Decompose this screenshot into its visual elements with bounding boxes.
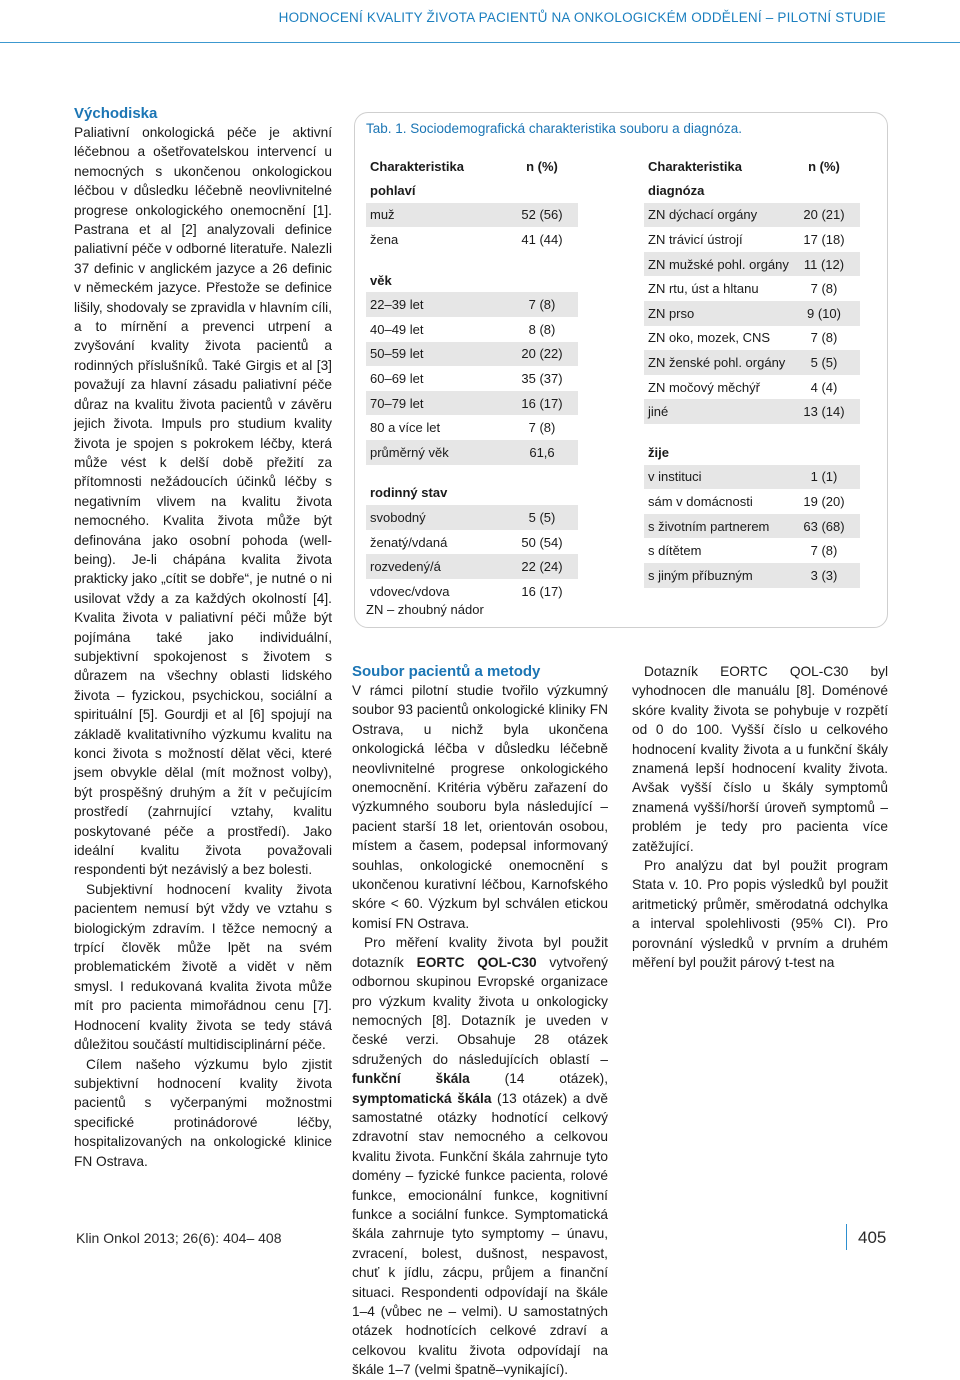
table-row bbox=[366, 227, 578, 252]
table-footnote: ZN – zhoubný nádor bbox=[366, 602, 484, 617]
text-run: vytvořený odbornou skupinou Evropské organizace pro výzkum kvality života u onkologicky nemocných [8]. Dotazník je uveden v české verzi. Obsahuje 28 otázek sdružených do následujících oblastí – bbox=[352, 954, 608, 1067]
row-label: jiné bbox=[648, 404, 669, 420]
row-label: sám v domácnosti bbox=[648, 493, 753, 509]
table-gap bbox=[644, 424, 860, 440]
row-value: 17 (18) bbox=[803, 231, 845, 247]
row-value: 3 (3) bbox=[810, 567, 838, 583]
table-gap bbox=[366, 252, 578, 268]
row-label: 40–49 let bbox=[370, 321, 424, 337]
table-row bbox=[644, 203, 860, 228]
row-label: 70–79 let bbox=[370, 395, 424, 411]
paragraph: Pro analýzu dat byl použit program Stata v. 10. Pro popis výsledků byl použit aritmetický průměr, směrodatná odchylka a interval spolehlivosti (95% CI). Pro porovnání výsledků v prvním a druhém měření byl použit párový t-test na bbox=[632, 858, 888, 971]
category-label: pohlaví bbox=[370, 182, 416, 198]
table-row bbox=[366, 292, 578, 317]
category-label: diagnóza bbox=[648, 182, 705, 198]
table-row bbox=[644, 538, 860, 563]
table-row bbox=[366, 203, 578, 228]
paragraph: Subjektivní hodnocení kvality života pacientem nemusí být vždy ve vztahu s biologickým zdravím. I těžce nemocný a trpící člověk může lpět na svém problematickém životě a vidět v něm smysl. I redukovaná kvalita života může mít pro pacienta mimořádnou cenu [7]. Hodnocení kvality života se tedy stává důležitou součástí multidisciplinární péče. bbox=[74, 881, 332, 1053]
table-row bbox=[366, 391, 578, 416]
table-row bbox=[644, 563, 860, 588]
text-run-bold: symptomatická škála bbox=[352, 1090, 492, 1106]
table-row bbox=[644, 227, 860, 252]
row-label: s jiným příbuzným bbox=[648, 567, 753, 583]
row-label: muž bbox=[370, 207, 395, 223]
row-value: 7 (8) bbox=[528, 297, 556, 313]
page-number: 405 bbox=[858, 1228, 887, 1247]
paragraph bbox=[352, 933, 608, 1379]
row-value: 41 (44) bbox=[521, 231, 563, 247]
table-row bbox=[366, 579, 578, 604]
row-label: vdovec/vdova bbox=[370, 583, 450, 599]
row-label: ZN trávicí ústrojí bbox=[648, 231, 743, 247]
row-value: 35 (37) bbox=[521, 370, 563, 386]
text-run: (13 otázek) a dvě samostatné otázky hodnotící celkový zdravotní stav nemocného a celkovou kvalitu života. Funkční škála zahrnuje tyto domény – fyzické funkce pacienta, rolové funkce, emocionální funkce, kognitivní funkce a sociální funkce. Symptomatická škála zahrnuje tyto symptomy – únavu, zvracení, bolest, dušnost, nespavost, chuť k jídlu, zácpu, průjem a finanční situaci. Respondenti odpovídají na škále 1–4 (vůbec ne – velmi). U samostatných otázek hodnotících celkové zdraví a celkovou kvalitu života odpovídají na škále 1–7 (velmi špatně–vynikající). bbox=[352, 1090, 609, 1378]
table-row bbox=[644, 399, 860, 424]
row-value: 4 (4) bbox=[810, 379, 838, 395]
row-label: rozvedený/á bbox=[370, 559, 441, 575]
row-value: 7 (8) bbox=[810, 543, 838, 559]
row-label: ženatý/vdaná bbox=[370, 534, 448, 550]
row-value: 61,6 bbox=[529, 444, 555, 460]
table-category-row bbox=[644, 178, 860, 203]
header-rule bbox=[0, 42, 960, 43]
table-caption: Tab. 1. Sociodemografická charakteristika souboru a diagnóza. bbox=[366, 121, 742, 136]
table-row bbox=[644, 301, 860, 326]
row-label: svobodný bbox=[370, 509, 426, 525]
table-category-row bbox=[366, 178, 578, 203]
section-heading-methods: Soubor pacientů a metody bbox=[352, 663, 541, 680]
row-label: v instituci bbox=[648, 469, 702, 485]
table-row bbox=[644, 514, 860, 539]
text-run: Pro měření kvality života byl použit dotazník bbox=[352, 935, 608, 970]
table-gap bbox=[366, 465, 578, 481]
paragraph: Paliativní onkologická péče je aktivní léčebnou a ošetřovatelskou intervencí u nemocných s ukončenou onkologickou léčbou v důsledku léčebně neovlivnitelné progrese onkologického onemocnění [1]. Pastrana et al [2] analyzovali definice paliativní péče v odborné literatuře. Nalezli 37 definic v anglickém jazyce a 26 definic v německém jazyce. Přestože se definice lišily, shodovaly se zpravidla v hlavním cíli, a to mírnění a prevenci utrpení a zvyšování kvality života pacientů a rodinných příslušníků. Také Girgis et al [3] považují za hlavní zásadu paliativní péče důraz na kvalitu života pacientů v závěru jejich života. Impuls pro studium kvality života je spojen s pokrokem léčby, která může vést k delší době přežití za přítomnosti nežádoucích účinků léčby s negativním vlivem na kvalitu života nemocného. Kvalita života může být definována jako osobní pohoda (well-being). Je-li chápána kvalita života prakticky jako „cítit se dobře“, je nutné o ni usilovat vždy a za každých okolností [4]. Kvalita života v paliativní péči může být pojímána také jako individuální, subjektivní spokojenost s životem s důrazem na všechny oblasti lidského života – fyzickou, psychickou, sociální a spirituální [5]. Gourdji et al [6] spojují na základě kvalitativního výzkumu kvalitu na konci života s možností dělat věci, které jsem obvykle dělal (mít možnost volby), být prospěšný druhým a žít v pečujícím prostředí (zahrnující vztahy, kvalitu poskytované péče a prostředí). Jako ideální kvalitu života považovali respondenti být nezávislý a bez bolesti. bbox=[74, 125, 332, 878]
row-label: žena bbox=[370, 231, 399, 247]
footer-citation: Klin Onkol 2013; 26(6): 404– 408 bbox=[76, 1230, 282, 1246]
footer-divider bbox=[846, 1224, 847, 1250]
table-row bbox=[366, 366, 578, 391]
row-value: 22 (24) bbox=[521, 559, 563, 575]
table-row bbox=[644, 350, 860, 375]
paragraph: Cílem našeho výzkumu bylo zjistit subjektivní hodnocení kvality života pacientů s vyčerpanými možnostmi specifické protinádorové léčby, hospitalizovaných na onkologické klinice FN Ostrava. bbox=[74, 1056, 332, 1169]
table-row bbox=[366, 317, 578, 342]
row-value: 5 (5) bbox=[528, 509, 556, 525]
row-value: 20 (21) bbox=[803, 207, 845, 223]
row-value: 7 (8) bbox=[810, 281, 838, 297]
table-row bbox=[366, 342, 578, 367]
middle-column bbox=[352, 662, 608, 1380]
row-value: 7 (8) bbox=[810, 330, 838, 346]
row-label: 50–59 let bbox=[370, 346, 424, 362]
row-label: ZN dýchací orgány bbox=[648, 207, 758, 223]
table-header-row bbox=[366, 154, 578, 178]
table-row bbox=[644, 326, 860, 351]
row-label: 60–69 let bbox=[370, 370, 424, 386]
table-row bbox=[644, 252, 860, 277]
category-label: věk bbox=[370, 272, 392, 288]
row-label: ZN oko, mozek, CNS bbox=[648, 330, 771, 346]
row-value: 50 (54) bbox=[521, 534, 563, 550]
row-value: 52 (56) bbox=[521, 207, 563, 223]
row-value: 7 (8) bbox=[528, 420, 556, 436]
paragraph: V rámci pilotní studie tvořilo výzkumný soubor 93 pacientů onkologické kliniky FN Ostrava, u nichž byla ukončena onkologická léčba v důsledku léčebně neovlivnitelné progrese onkologického onemocnění. Kritéria výběru zařazení do výzkumného souboru byla následující – pacient starší 18 let, orientován osobou, místem a časem, podepsal informovaný souhlas, onkologické onemocnění s ukončenou kurativní léčbou, Karnofského skóre < 60. Výzkum byl schválen etickou komisí FN Ostrava. bbox=[352, 683, 608, 931]
table-row bbox=[366, 554, 578, 579]
table-row bbox=[366, 440, 578, 465]
category-label: rodinný stav bbox=[370, 485, 448, 501]
row-label: průměrný věk bbox=[370, 444, 449, 460]
row-label: ZN rtu, úst a hltanu bbox=[648, 281, 759, 297]
table-row bbox=[644, 489, 860, 514]
row-value: 11 (12) bbox=[803, 256, 845, 272]
paragraph: Dotazník EORTC QOL-C30 byl vyhodnocen dle manuálu [8]. Doménové skóre kvality života se pohybuje v rozpětí od 0 do 100. Vyšší číslo u celkového hodnocení kvality života a u funkční škály znamená lepší hodnocení kvality života. Avšak vyšší číslo u škály symptomů znamená vyšší/horší úroveň symptomů – problém je tedy pro pacienta více zatěžující. bbox=[632, 664, 888, 854]
section-heading-vychodiska: Východiska bbox=[74, 105, 158, 122]
row-value: 8 (8) bbox=[528, 321, 556, 337]
row-label: ZN ženské pohl. orgány bbox=[648, 354, 786, 370]
row-label: ZN mužské pohl. orgány bbox=[648, 256, 789, 272]
row-value: 16 (17) bbox=[521, 395, 563, 411]
header-value: n (%) bbox=[808, 158, 840, 174]
row-label: 22–39 let bbox=[370, 297, 424, 313]
text-run-bold: funkční škála bbox=[352, 1071, 470, 1087]
table-column-right bbox=[644, 154, 860, 588]
row-label: ZN prso bbox=[648, 305, 695, 321]
category-label: žije bbox=[648, 444, 669, 460]
table-row bbox=[644, 375, 860, 400]
row-value: 63 (68) bbox=[803, 518, 845, 534]
header-value: n (%) bbox=[526, 158, 558, 174]
row-label: s životním partnerem bbox=[648, 518, 770, 534]
table-row bbox=[644, 276, 860, 301]
running-header: HODNOCENÍ KVALITY ŽIVOTA PACIENTŮ NA ONKOLOGICKÉM ODDĚLENÍ – PILOTNÍ STUDIE bbox=[278, 10, 886, 25]
header-label: Charakteristika bbox=[648, 158, 742, 174]
row-value: 20 (22) bbox=[521, 346, 563, 362]
row-value: 1 (1) bbox=[810, 469, 838, 485]
row-value: 16 (17) bbox=[521, 583, 563, 599]
table-category-row bbox=[644, 440, 860, 465]
text-run: (14 otázek), bbox=[469, 1071, 608, 1087]
table-column-left bbox=[366, 154, 578, 604]
header-label: Charakteristika bbox=[370, 158, 464, 174]
row-value: 19 (20) bbox=[803, 493, 845, 509]
table-row bbox=[644, 465, 860, 490]
row-label: ZN močový měchýř bbox=[648, 379, 760, 395]
text-run-bold: EORTC QOL-C30 bbox=[416, 954, 537, 970]
left-column bbox=[74, 104, 332, 1171]
row-label: s dítětem bbox=[648, 543, 702, 559]
row-label: 80 a více let bbox=[370, 420, 441, 436]
row-value: 13 (14) bbox=[803, 404, 845, 420]
table-category-row bbox=[366, 268, 578, 293]
row-value: 9 (10) bbox=[807, 305, 841, 321]
table-category-row bbox=[366, 481, 578, 506]
table-header-row bbox=[644, 154, 860, 178]
row-value: 5 (5) bbox=[810, 354, 838, 370]
table-row bbox=[366, 415, 578, 440]
table-row bbox=[366, 505, 578, 530]
table-row bbox=[366, 530, 578, 555]
right-column bbox=[632, 662, 888, 973]
